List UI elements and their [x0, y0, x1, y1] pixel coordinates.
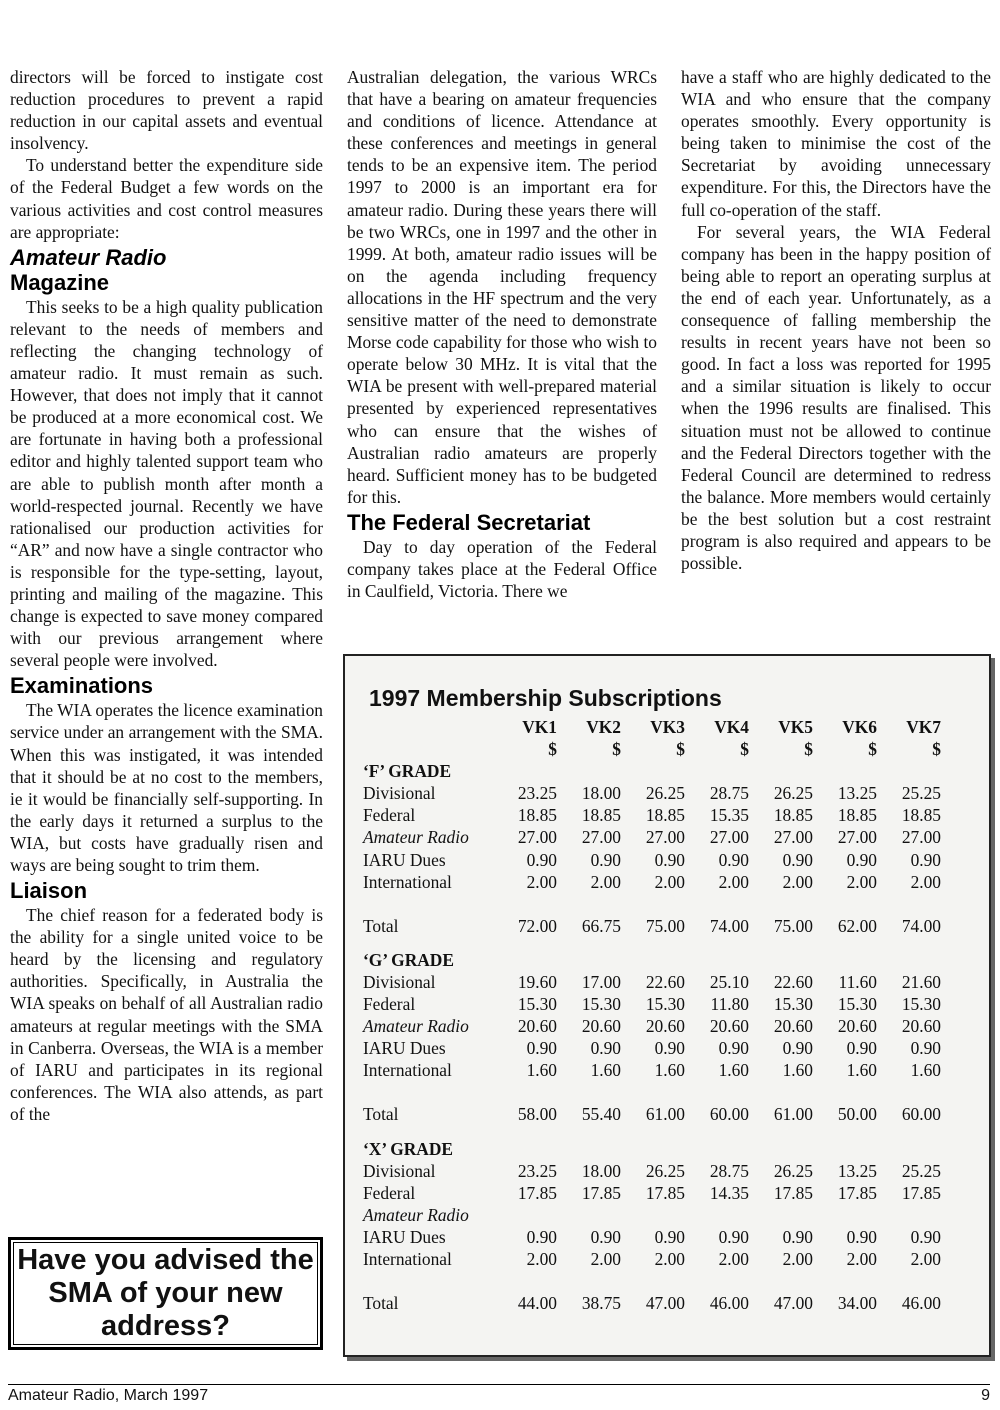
currency-header: $: [932, 739, 941, 760]
callout-text: Have you advised the SMA of your new address?: [17, 1244, 314, 1342]
total-cell: 47.00: [645, 1293, 685, 1314]
table-row: [363, 1248, 941, 1270]
total-cell: 75.00: [645, 915, 685, 936]
table-cell: 0.90: [782, 1226, 813, 1247]
paragraph: To understand better the expenditure side of the Federal Budget a few words on the various activities and cost control measures are appropriate:: [10, 155, 323, 242]
grade-heading: ‘X’ GRADE: [363, 1138, 454, 1159]
table-row: [363, 871, 941, 893]
currency-header: $: [868, 739, 877, 760]
total-cell: 58.00: [517, 1104, 557, 1125]
table-title: 1997 Membership Subscriptions: [369, 685, 722, 711]
table-cell: [749, 1204, 813, 1226]
row-label: Federal: [363, 805, 416, 826]
table-cell: 2.00: [910, 1248, 941, 1269]
table-cell: 27.00: [901, 827, 941, 848]
table-cell: 18.85: [837, 805, 877, 826]
table-row: [363, 993, 941, 1015]
grade-heading: ‘F’ GRADE: [363, 761, 452, 782]
currency-header: $: [612, 739, 621, 760]
table-cell: 2.00: [846, 1248, 877, 1269]
table-cell: 11.60: [838, 971, 877, 992]
table-cell: 2.00: [718, 871, 749, 892]
spacer-cell: [363, 1126, 941, 1138]
spacer-cell: [363, 1270, 941, 1292]
paragraph: Day to day operation of the Federal company takes place at the Federal Office in Caulfield, Victoria. There we: [347, 536, 657, 602]
row-label: Amateur Radio: [363, 827, 469, 848]
table-cell: 1.60: [654, 1060, 685, 1081]
total-cell: 60.00: [709, 1104, 749, 1125]
table-cell: 27.00: [517, 827, 557, 848]
total-row: [363, 1292, 941, 1314]
table-cell: 0.90: [590, 1226, 621, 1247]
total-label: Total: [363, 1104, 399, 1125]
table-cell: 0.90: [654, 849, 685, 870]
column-header: VK7: [906, 717, 941, 737]
table-cell: 27.00: [837, 827, 877, 848]
table-cell: 2.00: [526, 1248, 557, 1269]
page-footer: [8, 1384, 990, 1405]
column-header: VK5: [778, 717, 813, 737]
table-cell: 0.90: [590, 1038, 621, 1059]
row-label: Amateur Radio: [363, 1016, 469, 1037]
table-cell: 25.25: [901, 1160, 941, 1181]
table-cell: 0.90: [846, 849, 877, 870]
table-cell: 15.30: [645, 994, 685, 1015]
table-cell: 0.90: [846, 1226, 877, 1247]
table-cell: 20.60: [645, 1016, 685, 1037]
row-label: Divisional: [363, 971, 436, 992]
paragraph: This seeks to be a high quality publication relevant to the needs of members and reflecting the changing technology of amateur radio. It must remain as such. However, that does not imply that it cannot be produced at a more economical cost. We are fortunate in having both a professional editor and highly talented support team who are able to publish month after month a world-respected journal. Recently we have rationalised our production activities for “AR” and now have a single contractor who is responsible for the type-setting, layout, printing and mailing of the magazine. This change is expected to save money compared with our previous arrangement where several people were involved.: [10, 296, 323, 671]
total-cell: 50.00: [837, 1104, 877, 1125]
table-cell: 15.35: [709, 805, 749, 826]
table-row: [363, 1037, 941, 1059]
section-heading-liaison: Liaison: [10, 878, 88, 904]
table-cell: 14.35: [709, 1182, 749, 1203]
spacer-row: [363, 1270, 941, 1292]
table-row: [363, 1059, 941, 1081]
subscriptions-table: [363, 716, 941, 1314]
table-cell: 0.90: [526, 1226, 557, 1247]
table-cell: 26.25: [645, 1160, 685, 1181]
row-label: Federal: [363, 994, 416, 1015]
table-cell: 18.00: [581, 783, 621, 804]
spacer-row: [363, 1126, 941, 1138]
column-header: VK4: [714, 717, 749, 737]
currency-header: $: [804, 739, 813, 760]
total-cell: 34.00: [837, 1293, 877, 1314]
paragraph: have a staff who are highly dedicated to the WIA and who ensure that the company operates smoothly. Every opportunity is being taken to minimise the cost of the Secretariat by avoiding unnecessary expenditure. For this, the Directors have the full co-operation of the staff.: [681, 67, 991, 220]
table-cell: 0.90: [654, 1226, 685, 1247]
paragraph: The chief reason for a federated body is the ability for a single united voice to be heard by the licensing and regulatory authorities. Specifically, in Australia the WIA speaks on behalf of all Australian radio amateurs at regular meetings with the SMA in Canberra. Overseas, the WIA is a member of IARU and participates in its regional conferences. The WIA also attends, as part of the: [10, 905, 323, 1124]
table-cell: 18.85: [773, 805, 813, 826]
table-cell: 17.85: [517, 1182, 557, 1203]
table-cell: 0.90: [718, 1038, 749, 1059]
table-cell: 1.60: [910, 1060, 941, 1081]
table-cell: 20.60: [837, 1016, 877, 1037]
spacer-row: [363, 937, 941, 949]
paragraph: Australian delegation, the various WRCs that have a bearing on amateur frequencies and conditions of licence. Attendance at these conferences and meetings in general tends to be an expensive item. The period 1997 to 2000 is an important era for amateur radio. During these years there will be two WRCs, one in 1997 and the other in 1999. At both, amateur radio issues will be on the agenda including frequency allocations in the HF spectrum and the very sensitive matter of the need to demonstrate Morse code capability for those who wish to operate below 30 MHz. It is vital that the WIA be present with well-prepared material presented by experienced representatives who can ensure that the wishes of Australian radio amateurs are properly heard. Sufficient money has to be budgeted for this.: [347, 67, 657, 507]
table-cell: 17.85: [581, 1182, 621, 1203]
table-cell: 18.85: [581, 805, 621, 826]
spacer-row: [363, 1081, 941, 1103]
row-label: IARU Dues: [363, 849, 446, 870]
table-cell: 2.00: [718, 1248, 749, 1269]
footer-publication: Amateur Radio, March 1997: [8, 1387, 209, 1404]
table-cell: 27.00: [709, 827, 749, 848]
table-cell: 27.00: [773, 827, 813, 848]
table-row: [363, 804, 941, 826]
table-row: [363, 1160, 941, 1182]
spacer-cell: [363, 1081, 941, 1103]
row-label: IARU Dues: [363, 1038, 446, 1059]
grade-row: [363, 760, 941, 782]
column-header: VK1: [522, 717, 557, 737]
table-cell: 25.10: [709, 971, 749, 992]
table-cell: [493, 1204, 557, 1226]
table-cell: 11.80: [710, 994, 749, 1015]
sma-address-callout: [8, 1237, 323, 1350]
table-row: [363, 1015, 941, 1037]
table-cell: 0.90: [526, 849, 557, 870]
table-cell: 2.00: [654, 871, 685, 892]
table-row: [363, 849, 941, 871]
table-cell: 21.60: [901, 971, 941, 992]
table-row: [363, 1182, 941, 1204]
table-cell: 17.00: [581, 971, 621, 992]
total-cell: 72.00: [517, 915, 557, 936]
table-cell: 22.60: [773, 971, 813, 992]
section-heading-magazine: Amateur Radio Magazine: [10, 244, 167, 295]
total-cell: 46.00: [709, 1293, 749, 1314]
grade-row: [363, 949, 941, 971]
table-cell: 20.60: [581, 1016, 621, 1037]
table-cell: 2.00: [782, 871, 813, 892]
table-cell: 1.60: [590, 1060, 621, 1081]
table-cell: 1.60: [846, 1060, 877, 1081]
currency-header: $: [740, 739, 749, 760]
table-cell: 23.25: [517, 1160, 557, 1181]
table-cell: 27.00: [581, 827, 621, 848]
table-cell: 15.30: [581, 994, 621, 1015]
table-cell: 0.90: [782, 849, 813, 870]
table-cell: 2.00: [846, 871, 877, 892]
table-cell: 2.00: [526, 871, 557, 892]
column-header: VK2: [586, 717, 621, 737]
table-cell: 18.85: [517, 805, 557, 826]
spacer-cell: [363, 893, 941, 915]
total-label: Total: [363, 1293, 399, 1314]
table-cell: 1.60: [718, 1060, 749, 1081]
total-row: [363, 1103, 941, 1125]
table-cell: 26.25: [773, 1160, 813, 1181]
table-cell: [685, 1204, 749, 1226]
table-cell: 18.85: [645, 805, 685, 826]
table-cell: 28.75: [709, 783, 749, 804]
table-cell: 2.00: [654, 1248, 685, 1269]
row-label: Federal: [363, 1182, 416, 1203]
table-cell: 28.75: [709, 1160, 749, 1181]
table-cell: 2.00: [782, 1248, 813, 1269]
grade-heading: ‘G’ GRADE: [363, 949, 454, 970]
header-row-regions: [363, 716, 941, 738]
membership-subscriptions-panel: [343, 654, 991, 1357]
spacer-row: [363, 893, 941, 915]
header-spacer: [363, 738, 493, 760]
table-cell: 0.90: [846, 1038, 877, 1059]
table-cell: 15.30: [773, 994, 813, 1015]
total-cell: 61.00: [773, 1104, 813, 1125]
table-cell: 26.25: [773, 783, 813, 804]
total-cell: 47.00: [773, 1293, 813, 1314]
table-row: [363, 1226, 941, 1248]
table-cell: 0.90: [590, 849, 621, 870]
total-cell: 46.00: [901, 1293, 941, 1314]
table-cell: 13.25: [837, 1160, 877, 1181]
table-cell: [557, 1204, 621, 1226]
column-header: VK6: [842, 717, 877, 737]
section-heading-federal-secretariat: The Federal Secretariat: [347, 509, 591, 535]
paragraph: The WIA operates the licence examination service under an arrangement with the SMA. When this was instigated, it was intended that it should be at no cost to the members, ie it would be financially self-supporting. In the early days it returned a surplus to the WIA, but costs have gradually risen and ways are being sought to trim them.: [10, 700, 323, 875]
row-label: Divisional: [363, 1160, 436, 1181]
table-row: [363, 1204, 941, 1226]
header-spacer: [363, 716, 493, 738]
table-cell: 20.60: [773, 1016, 813, 1037]
table-cell: 20.60: [901, 1016, 941, 1037]
table-cell: 15.30: [837, 994, 877, 1015]
grade-row: [363, 1138, 941, 1160]
table-row: [363, 782, 941, 804]
article-column-3: [681, 66, 991, 574]
table-cell: 18.85: [901, 805, 941, 826]
spacer-cell: [363, 937, 941, 949]
table-cell: 20.60: [709, 1016, 749, 1037]
total-cell: 38.75: [581, 1293, 621, 1314]
table-cell: 17.85: [645, 1182, 685, 1203]
page-number: 9: [981, 1387, 990, 1404]
table-cell: 18.00: [581, 1160, 621, 1181]
table-cell: [877, 1204, 941, 1226]
total-cell: 55.40: [581, 1104, 621, 1125]
column-header: VK3: [650, 717, 685, 737]
table-cell: 13.25: [837, 783, 877, 804]
row-label: International: [363, 871, 452, 892]
table-cell: 0.90: [910, 849, 941, 870]
table-cell: 22.60: [645, 971, 685, 992]
table-cell: 17.85: [901, 1182, 941, 1203]
total-cell: 60.00: [901, 1104, 941, 1125]
currency-header: $: [676, 739, 685, 760]
table-cell: 0.90: [718, 849, 749, 870]
table-cell: 1.60: [526, 1060, 557, 1081]
table-cell: 17.85: [773, 1182, 813, 1203]
section-heading-examinations: Examinations: [10, 673, 154, 699]
table-cell: 0.90: [654, 1038, 685, 1059]
row-label: International: [363, 1248, 452, 1269]
table-cell: 25.25: [901, 783, 941, 804]
table-cell: [813, 1204, 877, 1226]
table-cell: [621, 1204, 685, 1226]
table-cell: 23.25: [517, 783, 557, 804]
header-row-currency: [363, 738, 941, 760]
total-cell: 74.00: [709, 915, 749, 936]
total-cell: 74.00: [901, 915, 941, 936]
table-cell: 20.60: [517, 1016, 557, 1037]
article-column-1: [10, 66, 323, 1125]
table-cell: 0.90: [910, 1226, 941, 1247]
total-row: [363, 915, 941, 937]
table-cell: 0.90: [910, 1038, 941, 1059]
table-cell: 0.90: [782, 1038, 813, 1059]
table-cell: 15.30: [517, 994, 557, 1015]
table-row: [363, 826, 941, 848]
table-cell: 19.60: [517, 971, 557, 992]
table-cell: 0.90: [526, 1038, 557, 1059]
paragraph: For several years, the WIA Federal company has been in the happy position of being able to report an operating surplus at the end of each year. Unfortunately, as a consequence of falling membership the results in recent years have not been so good. In fact a loss was reported for 1995 and a similar situation is likely to occur when the 1996 results are finalised. This situation must not be allowed to continue and the Federal Directors together with the Federal Council are determined to redress the balance. More members would certainly be the best solution but a cost restraint program is also required and appears to be possible.: [681, 221, 991, 574]
paragraph: directors will be forced to instigate cost reduction procedures to prevent a rapid reduction in our capital assets and eventual insolvency.: [10, 67, 323, 154]
table-cell: 2.00: [910, 871, 941, 892]
table-cell: 0.90: [718, 1226, 749, 1247]
table-cell: 15.30: [901, 994, 941, 1015]
row-label: Divisional: [363, 783, 436, 804]
row-label: Amateur Radio: [363, 1204, 469, 1225]
article-column-2: [347, 66, 657, 602]
row-label: International: [363, 1060, 452, 1081]
table-cell: 2.00: [590, 1248, 621, 1269]
total-cell: 61.00: [645, 1104, 685, 1125]
total-cell: 44.00: [517, 1293, 557, 1314]
table-cell: 26.25: [645, 783, 685, 804]
total-label: Total: [363, 915, 399, 936]
total-cell: 75.00: [773, 915, 813, 936]
total-cell: 66.75: [581, 915, 621, 936]
row-label: IARU Dues: [363, 1226, 446, 1247]
table-cell: 27.00: [645, 827, 685, 848]
table-cell: 17.85: [837, 1182, 877, 1203]
table-cell: 2.00: [590, 871, 621, 892]
currency-header: $: [548, 739, 557, 760]
table-cell: 1.60: [782, 1060, 813, 1081]
table-row: [363, 971, 941, 993]
total-cell: 62.00: [837, 915, 877, 936]
